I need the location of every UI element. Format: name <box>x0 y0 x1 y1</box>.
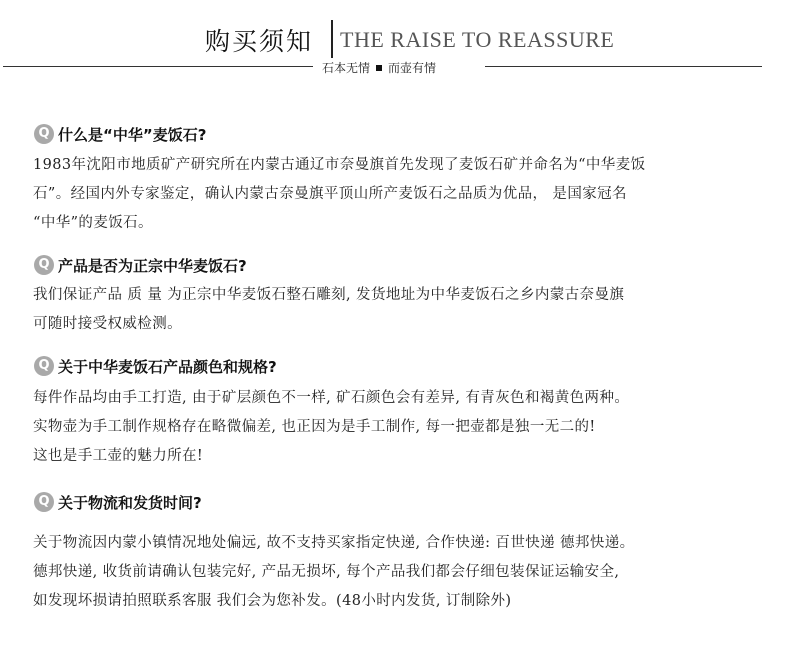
question-text: 关于中华麦饭石产品颜色和规格? <box>58 357 277 376</box>
faq-question-2 <box>34 254 247 276</box>
answer-line: 石”。经国内外专家鉴定，确认内蒙古奈曼旗平顶山所产麦饭石之品质为优品， 是国家冠名 <box>33 186 627 202</box>
question-text: 产品是否为正宗中华麦饭石? <box>58 256 247 275</box>
question-text: 关于物流和发货时间? <box>58 493 202 512</box>
answer-line: 可随时接受权威检测。 <box>33 316 182 332</box>
q-badge-icon: Q <box>34 356 54 376</box>
answer-line: 德邦快递, 收货前请确认包装完好, 产品无损坏, 每个产品我们都会仔细包装保证运输安全, <box>33 564 620 580</box>
title-divider <box>331 20 333 58</box>
faq-question-1 <box>34 123 206 145</box>
answer-line: 每件作品均由手工打造, 由于矿层颜色不一样, 矿石颜色会有差异, 有青灰色和褐黄色两种。 <box>33 390 630 406</box>
slogan <box>322 59 482 76</box>
faq-question-3 <box>34 355 277 377</box>
page-subtitle: THE RAISE TO REASSURE <box>340 27 615 52</box>
answer-line: 关于物流因内蒙小镇情况地处偏远, 故不支持买家指定快递, 合作快递: 百世快递 德邦快递。 <box>33 535 635 551</box>
faq-answer-3 <box>33 384 768 471</box>
square-bullet-icon <box>376 65 382 71</box>
page-header <box>0 0 790 90</box>
faq-answer-1 <box>33 151 768 238</box>
answer-line: 这也是手工壶的魅力所在! <box>33 448 204 464</box>
q-badge-icon: Q <box>34 124 54 144</box>
answer-line: 如发现坏损请拍照联系客服 我们会为您补发。(48小时内发货, 订制除外) <box>33 593 512 609</box>
answer-line: “中华”的麦饭石。 <box>33 215 153 231</box>
header-rule-right <box>485 66 762 67</box>
page-title: 购买须知 <box>205 27 314 56</box>
q-badge-icon: Q <box>34 492 54 512</box>
question-text: 什么是“中华”麦饭石? <box>58 125 207 144</box>
slogan-left: 石本无情 <box>322 61 371 75</box>
faq-answer-4 <box>33 529 768 616</box>
answer-line: 我们保证产品 质 量 为正宗中华麦饭石整石雕刻, 发货地址为中华麦饭石之乡内蒙古奈曼旗 <box>33 287 625 303</box>
faq-question-4 <box>34 491 202 513</box>
q-badge-icon: Q <box>34 255 54 275</box>
answer-line: 实物壶为手工制作规格存在略微偏差, 也正因为是手工制作, 每一把壶都是独一无二的! <box>33 419 596 435</box>
answer-line: 1983年沈阳市地质矿产研究所在内蒙古通辽市奈曼旗首先发现了麦饭石矿并命名为“中华麦饭 <box>33 157 646 173</box>
faq-answer-2 <box>33 281 768 339</box>
slogan-right: 而壶有情 <box>388 61 437 75</box>
header-rule-left <box>3 66 313 67</box>
